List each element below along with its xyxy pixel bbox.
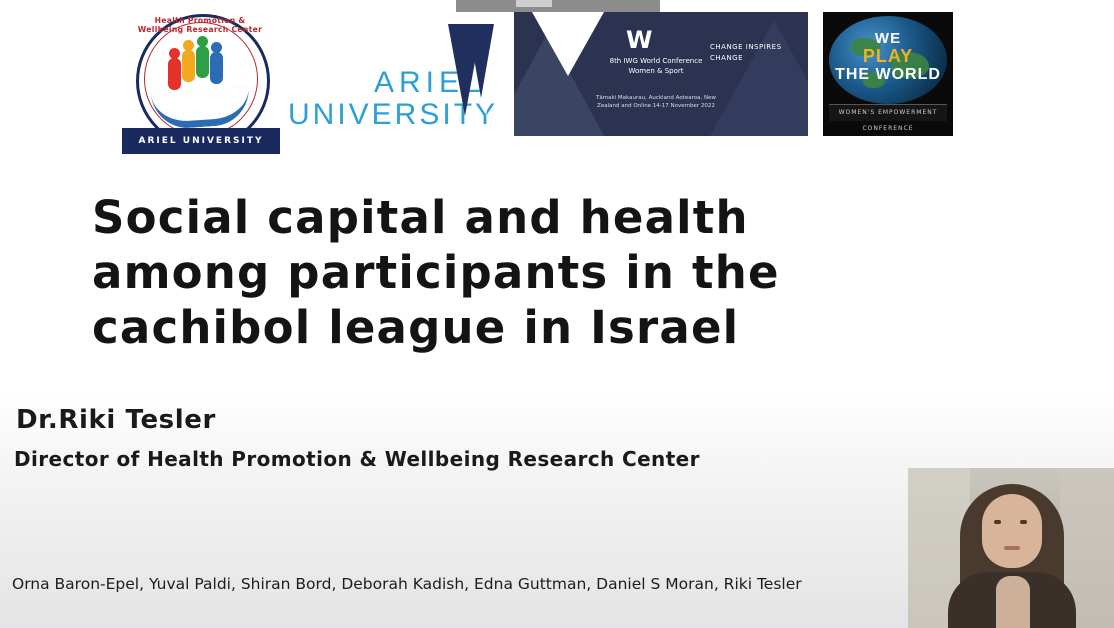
iwg-tagline: CHANGE INSPIRES CHANGE [710,43,782,62]
health-promotion-center-logo [122,12,282,152]
person-figure [182,50,195,82]
person-figure [210,52,223,84]
we-play-the-world-logo [823,12,953,136]
iwg-title: 8th IWG World Conference Women & Sport [609,57,703,75]
slide-title [92,190,872,355]
author-list: Orna Baron-Epel, Yuval Paldi, Shiran Bord, Deborah Kadish, Edna Guttman, Daniel S Moran, Riki Tesler [12,575,802,593]
webcam-person-eye [994,520,1001,524]
logo-row [0,6,1114,151]
person-figure [196,46,209,78]
iwg-conference-banner [514,12,808,136]
ariel-logo-line1: ARIEL [374,66,486,99]
slide-edge-right [1104,0,1114,150]
health-center-band-label: ARIEL UNIVERSITY [122,128,280,154]
presenter-name: Dr.Riki Tesler [16,405,216,435]
wptw-strapline: WOMEN'S EMPOWERMENT CONFERENCE [829,104,947,121]
slide-edge-left [0,0,10,150]
people-icon [166,44,236,94]
ariel-chevron-icon [448,24,510,120]
presenter-role: Director of Health Promotion & Wellbeing Research Center [14,447,700,471]
mountain-shape [710,20,808,136]
ariel-logo-line2: UNIVERSITY [288,98,499,131]
webcam-person-chest [996,576,1030,628]
person-figure [168,58,181,90]
slide-title-line-1: Social capital and health [92,191,749,244]
presenter-webcam-video[interactable] [908,468,1114,628]
slide-title-line-3: cachibol league in Israel [92,301,740,354]
triangle-shape [532,12,604,76]
health-center-arc-text: Health Promotion & Wellbeing Research Center [137,16,263,34]
webcam-person-face [982,494,1042,568]
webcam-person-mouth [1004,546,1020,550]
iwg-w-mark: W [626,26,652,54]
wptw-line1: WE [874,30,902,47]
ariel-university-logo [288,24,508,136]
iwg-subtitle: Tāmaki Makaurau, Auckland Aotearoa, New Zealand and Online 14-17 November 2022 [596,95,716,109]
webcam-person-eye [1020,520,1027,524]
wptw-line3: THE WORLD [835,66,941,83]
slide-title-line-2: among participants in the [92,246,780,299]
wptw-line2: PLAY [862,46,914,66]
